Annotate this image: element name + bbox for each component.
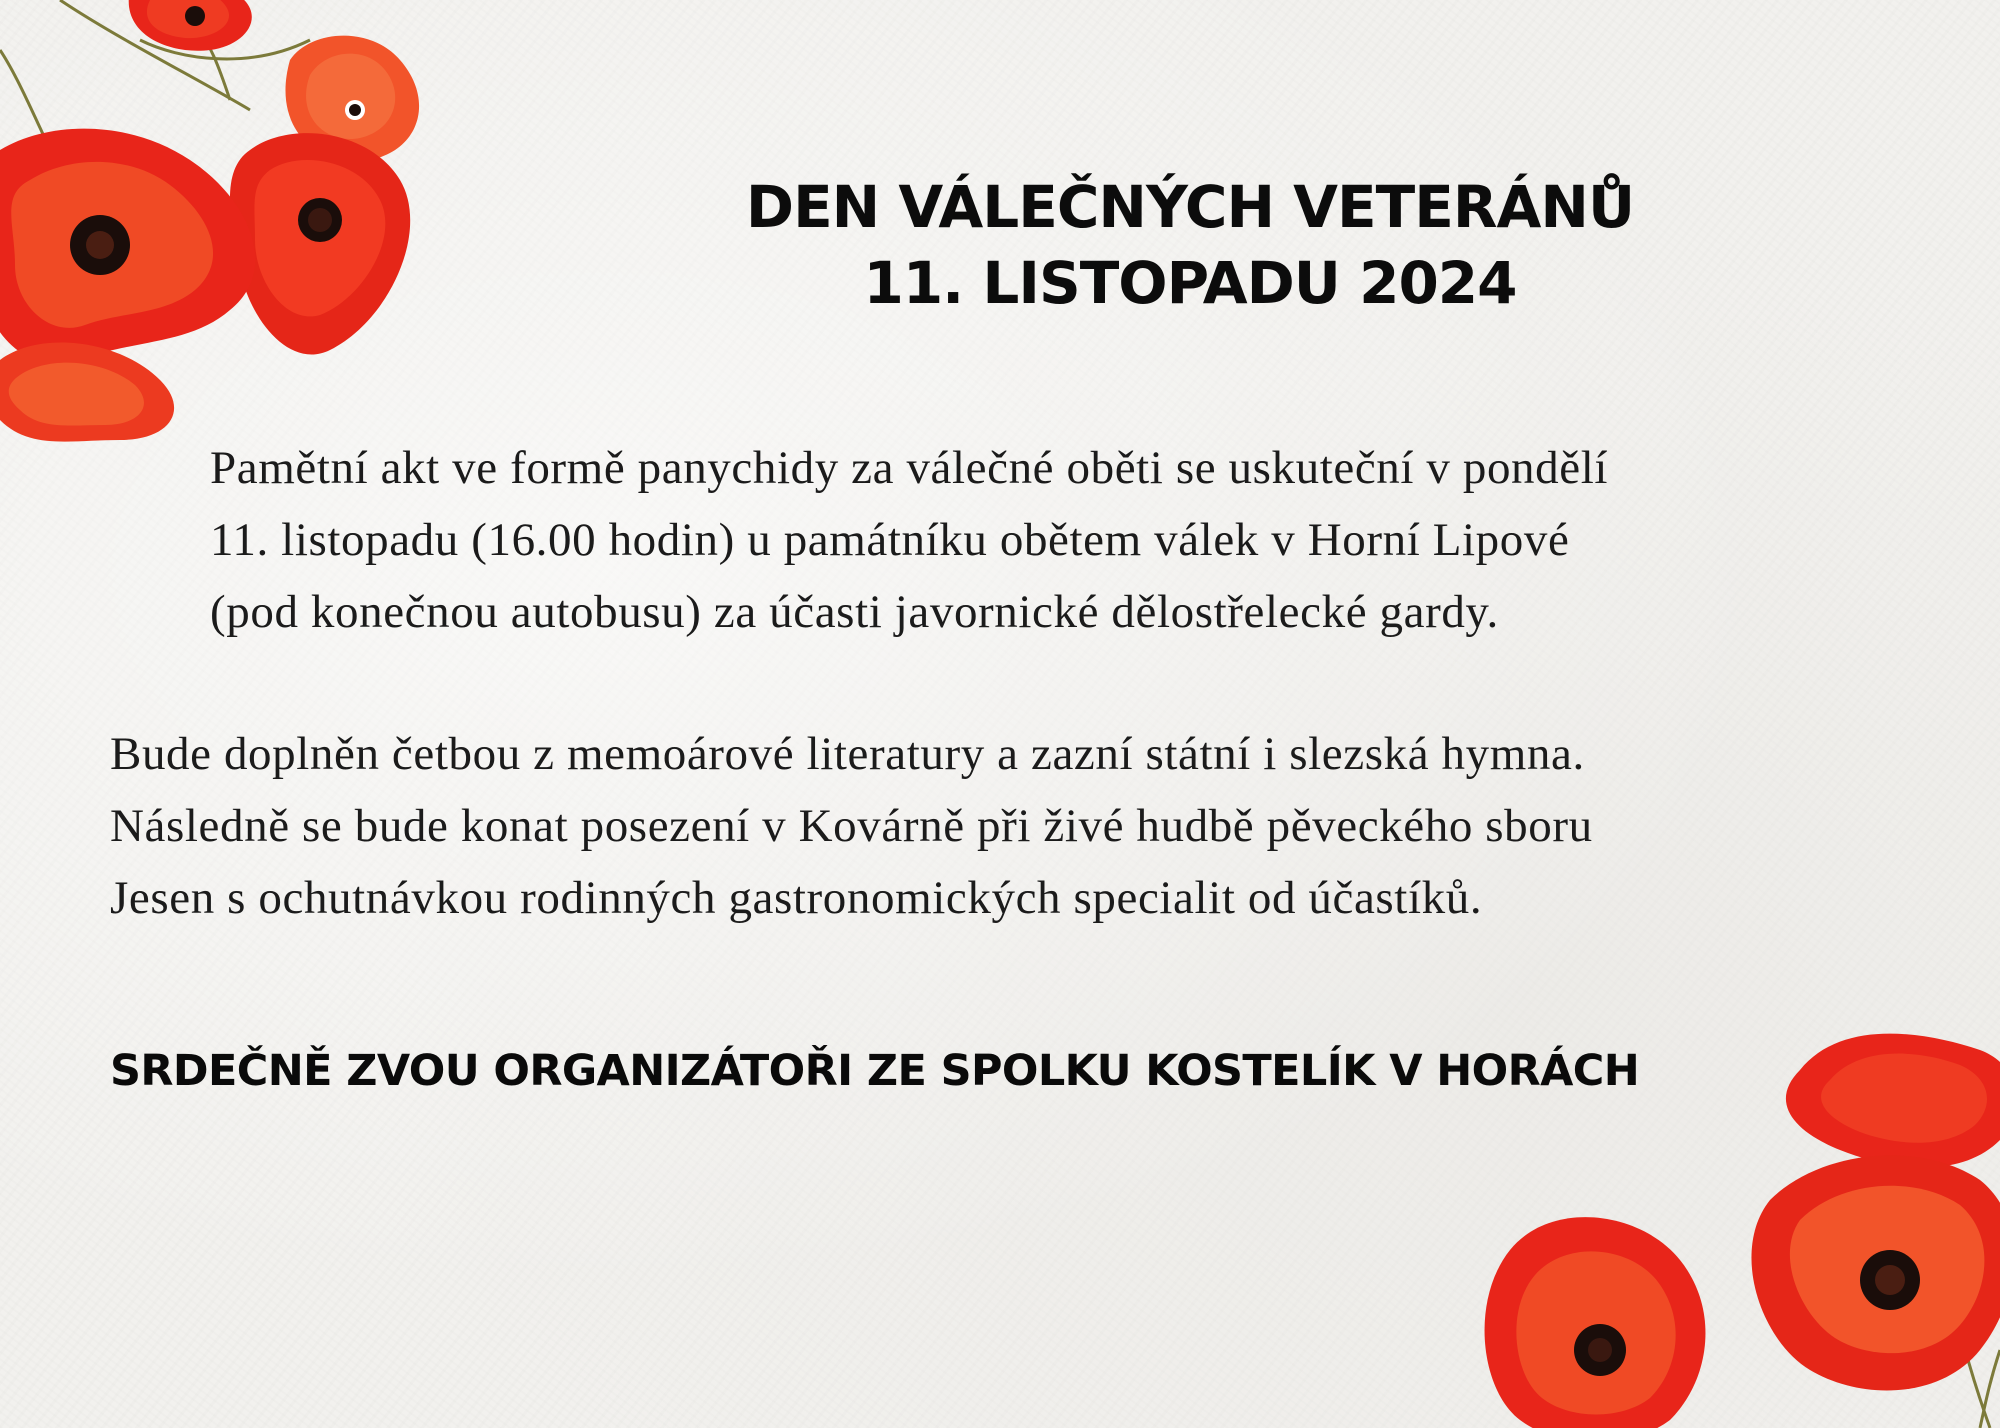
paragraph-line: Následně se bude konat posezení v Kovárně při živé hudbě pěveckého sboru xyxy=(110,800,1593,852)
poppy-br-top xyxy=(1786,1034,2000,1168)
page-title-date: 11. LISTOPADU 2024 xyxy=(863,249,1517,317)
poppies-top-left-decoration xyxy=(0,0,500,460)
paragraph-line: 11. listopadu (16.00 hodin) u památníku obětem válek v Horní Lipové xyxy=(210,514,1570,566)
event-description-paragraph xyxy=(210,432,1608,648)
poppy-center xyxy=(230,133,410,354)
invitation-line: SRDEČNĚ ZVOU ORGANIZÁTOŘI ZE SPOLKU KOSTELÍK V HORÁCH xyxy=(110,1046,1640,1096)
page-title-line-1: DEN VÁLEČNÝCH VETERÁNŮ xyxy=(745,173,1635,241)
poppy-br-left xyxy=(1485,1217,1706,1428)
paragraph-line: Jesen s ochutnávkou rodinných gastronomických specialit od účastíků. xyxy=(110,872,1483,924)
paragraph-line: Pamětní akt ve formě panychidy za válečné oběti se uskuteční v pondělí xyxy=(210,442,1609,494)
poppy-br-right xyxy=(1751,1155,2000,1390)
program-description-paragraph xyxy=(110,718,1593,934)
poppy-lower-left xyxy=(0,343,174,442)
paragraph-line: (pod konečnou autobusu) za účasti javornické dělostřelecké gardy. xyxy=(210,586,1499,638)
paragraph-line: Bude doplněn četbou z memoárové literatury a zazní státní i slezská hymna. xyxy=(110,728,1585,780)
poppy-large-left xyxy=(0,129,255,365)
